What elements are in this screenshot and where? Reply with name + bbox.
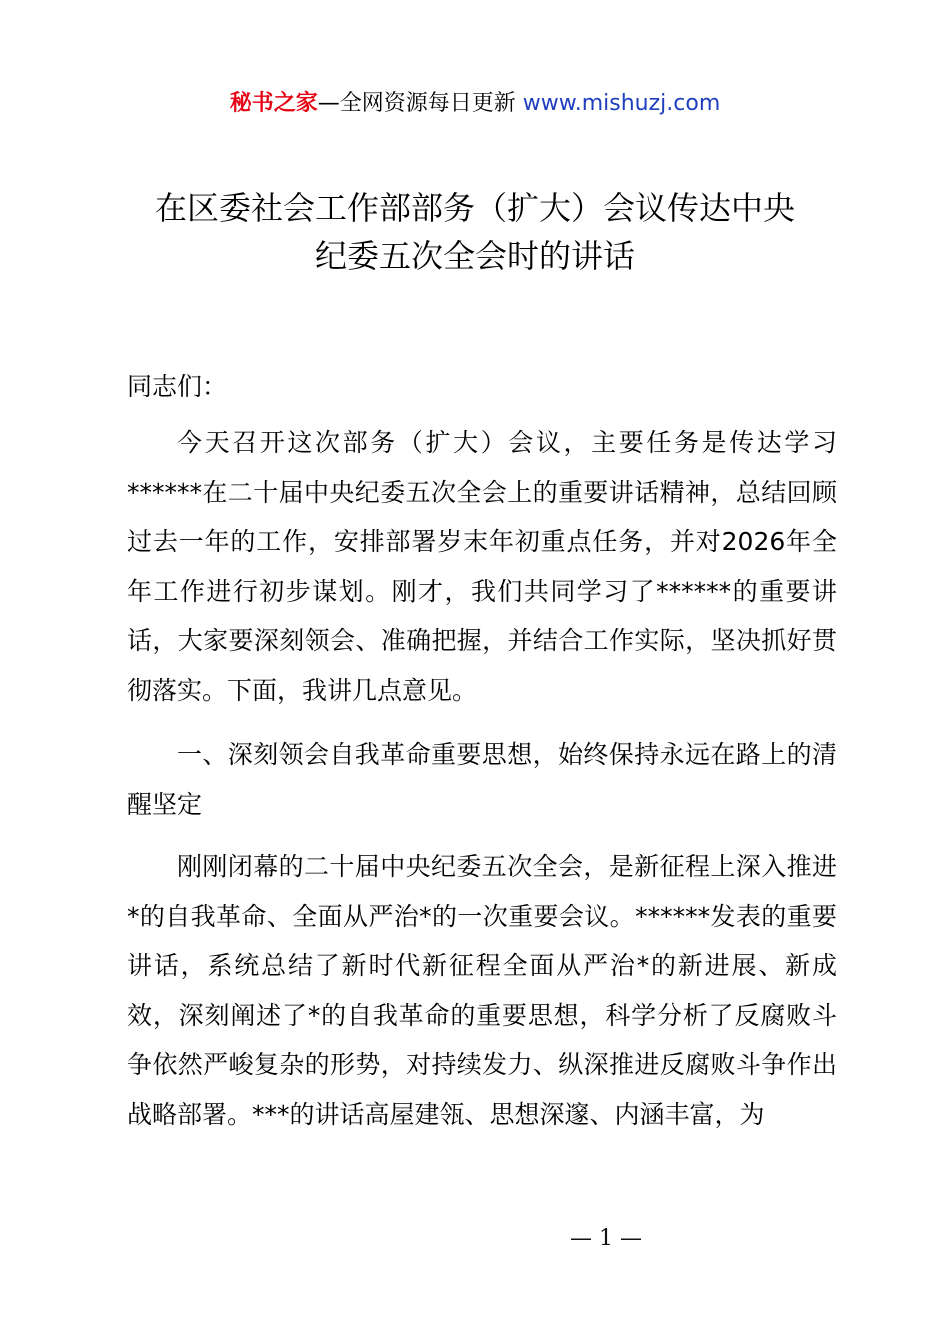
header-tagline: —全网资源每日更新 <box>317 91 516 116</box>
brand-name: 秘书之家 <box>229 91 318 116</box>
site-header <box>0 86 950 122</box>
section-heading-1: 一、深刻领会自我革命重要思想，始终保持永远在路上的清醒坚定 <box>127 740 837 819</box>
title-line-1: 在区委社会工作部部务（扩大）会议传达中央 <box>154 189 795 227</box>
paragraph-intro: 今天召开这次部务（扩大）会议，主要任务是传达学习******在二十届中央纪委五次全会上的重要讲话精神，总结回顾过去一年的工作，安排部署岁末年初重点任务，并对2026年全年工作进行初步谋划。刚才，我们共同学习了******的重要讲话，大家要深刻领会、准确把握，并结合工作实际，坚决抓好贯彻落实。下面，我讲几点意见。 <box>127 428 837 705</box>
document-title <box>100 184 850 280</box>
site-url-link[interactable]: www.mishuzj.com <box>522 91 721 116</box>
title-line-2: 纪委五次全会时的讲话 <box>314 237 635 275</box>
page-number: — 1 — <box>570 1226 642 1251</box>
paragraph-section-1: 刚刚闭幕的二十届中央纪委五次全会，是新征程上深入推进*的自我革命、全面从严治*的一次重要会议。******发表的重要讲话，系统总结了新时代新征程全面从严治*的新进展、新成效，深刻阐述了*的自我革命的重要思想，科学分析了反腐败斗争依然严峻复杂的形势，对持续发力、纵深推进反腐败斗争作出战略部署。***的讲话高屋建瓴、思想深邃、内涵丰富，为 <box>127 852 837 1129</box>
salutation: 同志们： <box>127 372 228 401</box>
